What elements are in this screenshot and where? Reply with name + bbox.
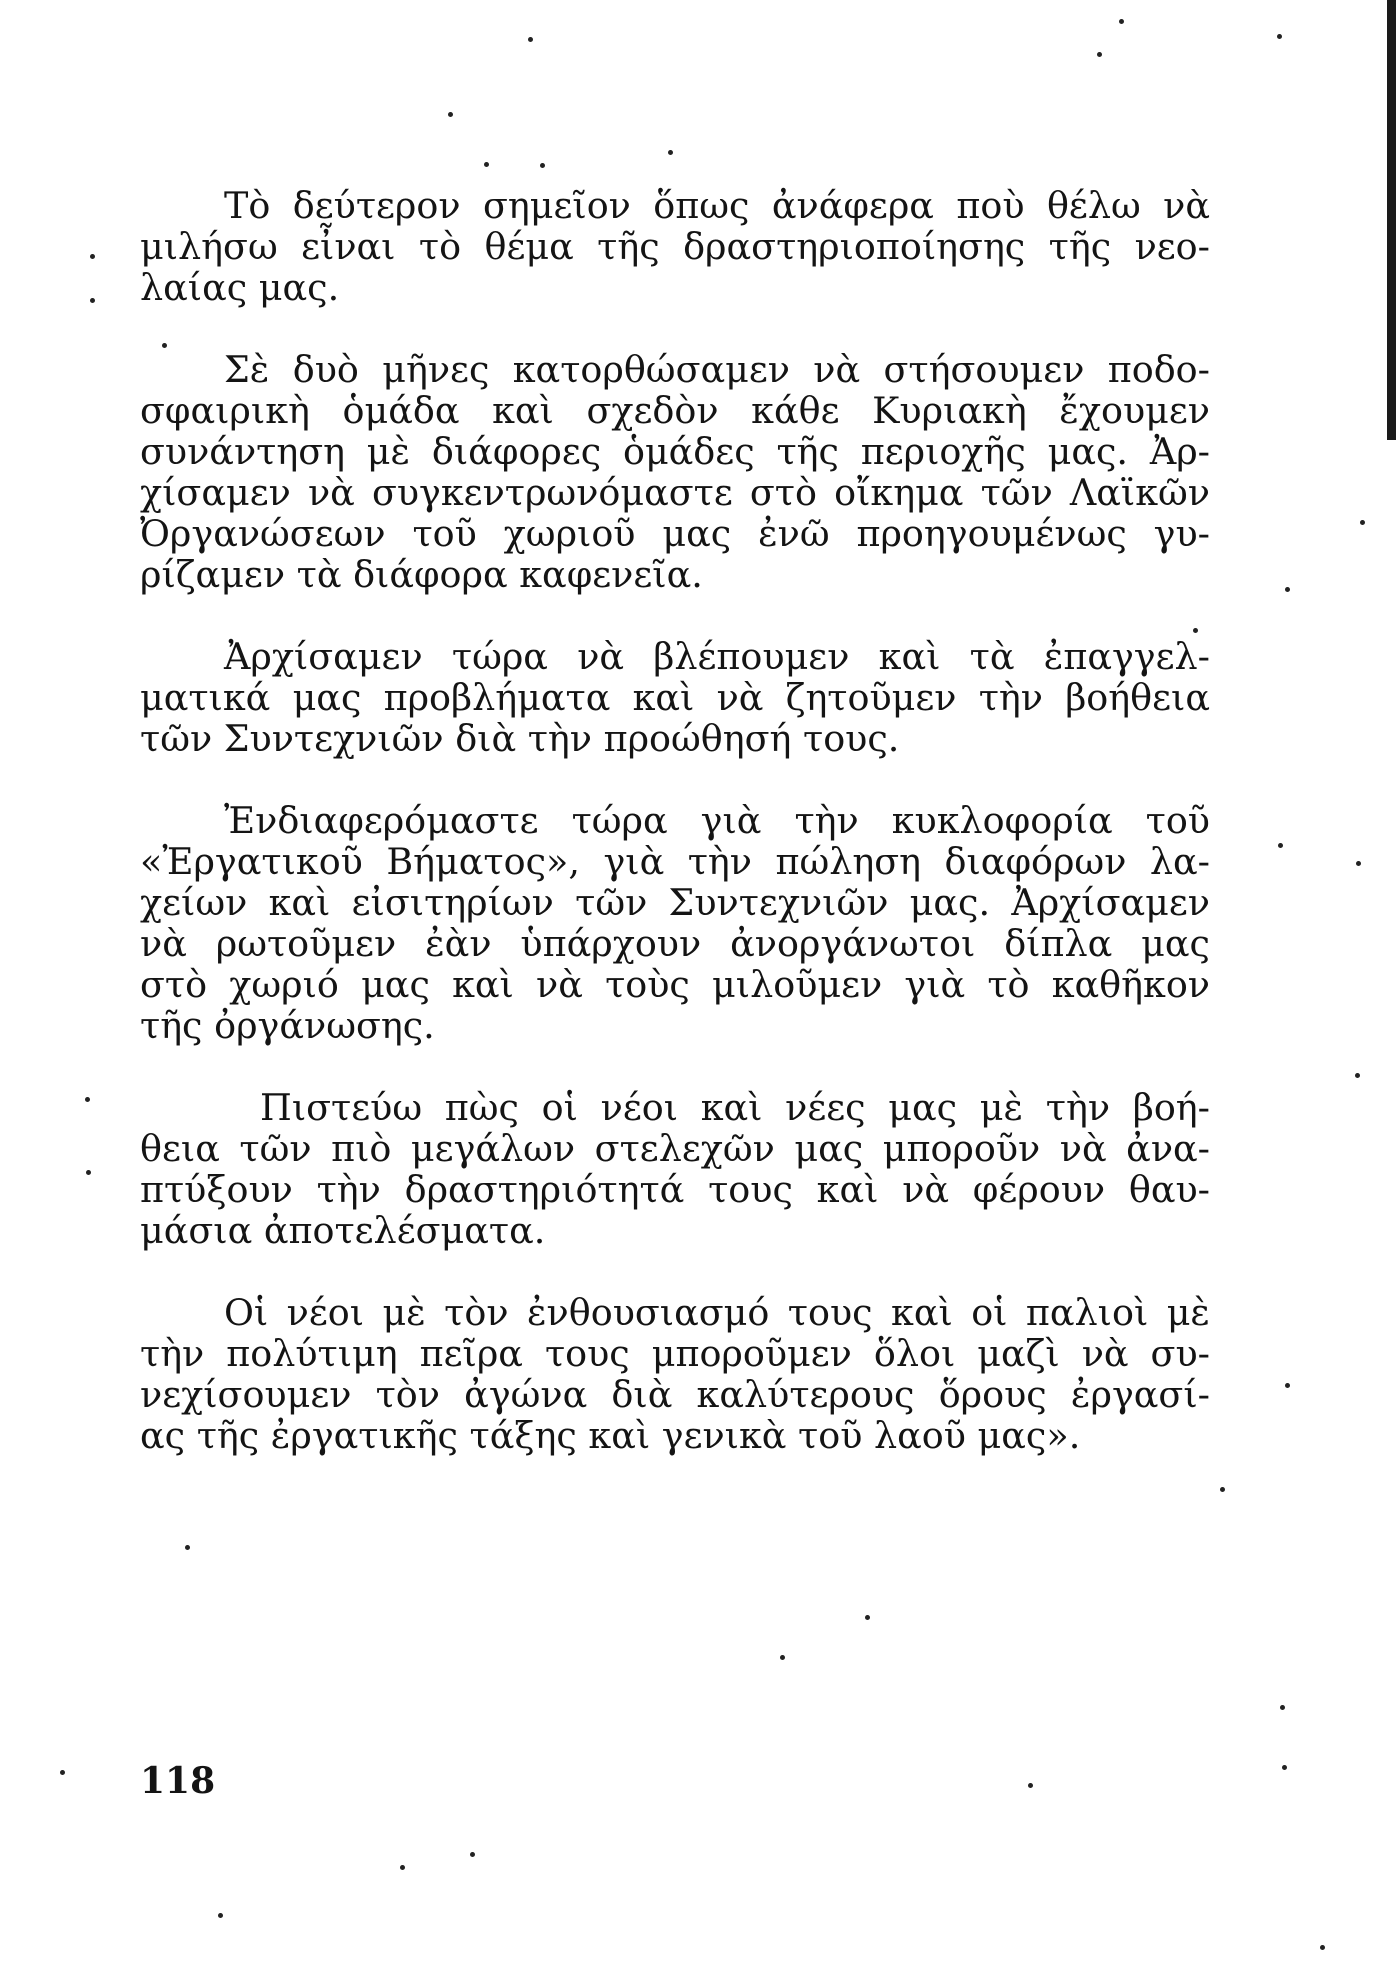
text-line: Τὸ δεύτερον σημεῖον ὅπως ἀνάφερα ποὺ θέλω νὰ bbox=[224, 184, 1210, 227]
scan-speck bbox=[1220, 1487, 1225, 1492]
scan-speck bbox=[1277, 34, 1282, 39]
scan-speck bbox=[1285, 587, 1290, 592]
scan-speck bbox=[1356, 861, 1361, 866]
paragraph-2 bbox=[140, 349, 1210, 595]
text-line: Ἐνδιαφερόμαστε τώρα γιὰ τὴν κυκλοφορία τοῦ bbox=[224, 799, 1210, 842]
scan-speck bbox=[1282, 1765, 1287, 1770]
scan-speck bbox=[540, 163, 545, 168]
text-line: τῆς ὀργάνωσης. bbox=[140, 1004, 435, 1047]
scan-speck bbox=[86, 1170, 91, 1175]
scan-speck bbox=[448, 112, 453, 117]
text-line: τὴν πολύτιμη πεῖρα τους μποροῦμεν ὅλοι μαζὶ νὰ συ- bbox=[140, 1332, 1210, 1375]
text-line: Οἱ νέοι μὲ τὸν ἐνθουσιασμό τους καὶ οἱ παλιοὶ μὲ bbox=[224, 1291, 1210, 1334]
scan-speck bbox=[90, 298, 95, 303]
text-line: στὸ χωριό μας καὶ νὰ τοὺς μιλοῦμεν γιὰ τὸ καθῆκον bbox=[140, 963, 1210, 1006]
page-number: 118 bbox=[140, 1760, 216, 1802]
text-line: χείων καὶ εἰσιτηρίων τῶν Συντεχνιῶν μας. Ἀρχίσαμεν bbox=[140, 881, 1210, 924]
text-line: νεχίσουμεν τὸν ἀγώνα διὰ καλύτερους ὅρους ἐργασί- bbox=[140, 1373, 1210, 1416]
scan-speck bbox=[865, 1615, 870, 1620]
body-text bbox=[140, 185, 1210, 1456]
page-edge-shadow bbox=[1387, 0, 1396, 440]
text-line: ρίζαμεν τὰ διάφορα καφενεῖα. bbox=[140, 553, 703, 596]
text-line: συνάντηση μὲ διάφορες ὁμάδες τῆς περιοχῆς μας. Ἀρ- bbox=[140, 430, 1210, 473]
scan-speck bbox=[1097, 52, 1102, 57]
scan-speck bbox=[668, 150, 673, 155]
scan-speck bbox=[1119, 19, 1124, 24]
text-line: θεια τῶν πιὸ μεγάλων στελεχῶν μας μποροῦν νὰ ἀνα- bbox=[140, 1127, 1210, 1170]
paragraph-1 bbox=[140, 185, 1210, 308]
text-line: ας τῆς ἐργατικῆς τάξης καὶ γενικὰ τοῦ λαοῦ μας». bbox=[140, 1414, 1081, 1457]
scan-speck bbox=[90, 254, 95, 259]
scan-speck bbox=[60, 1770, 65, 1775]
text-line: σφαιρικὴ ὁμάδα καὶ σχεδὸν κάθε Κυριακὴ ἔχουμεν bbox=[140, 389, 1210, 432]
paragraph-5 bbox=[140, 1087, 1210, 1251]
scan-speck bbox=[528, 37, 533, 42]
text-line: λαίας μας. bbox=[140, 266, 340, 309]
text-line: χίσαμεν νὰ συγκεντρωνόμαστε στὸ οἴκημα τῶν Λαϊκῶν bbox=[140, 471, 1210, 514]
scan-speck bbox=[1193, 628, 1198, 633]
scan-speck bbox=[1285, 1383, 1290, 1388]
text-line: μάσια ἀποτελέσματα. bbox=[140, 1209, 546, 1252]
text-line: ματικά μας προβλήματα καὶ νὰ ζητοῦμεν τὴν βοήθεια bbox=[140, 676, 1210, 719]
scan-speck bbox=[470, 1852, 475, 1857]
text-line: Ἀρχίσαμεν τώρα νὰ βλέπουμεν καὶ τὰ ἐπαγγελ- bbox=[224, 635, 1210, 678]
text-line: πτύξουν τὴν δραστηριότητά τους καὶ νὰ φέρουν θαυ- bbox=[140, 1168, 1210, 1211]
paragraph-4 bbox=[140, 800, 1210, 1046]
scan-speck bbox=[1280, 1705, 1285, 1710]
text-line: Πιστεύω πὼς οἱ νέοι καὶ νέες μας μὲ τὴν βοή- bbox=[260, 1086, 1210, 1129]
scan-speck bbox=[1355, 1073, 1360, 1078]
text-line: Ὀργανώσεων τοῦ χωριοῦ μας ἐνῶ προηγουμένως γυ- bbox=[140, 512, 1210, 555]
scan-speck bbox=[1360, 520, 1365, 525]
paragraph-3 bbox=[140, 636, 1210, 759]
scan-speck bbox=[1278, 843, 1283, 848]
scan-speck bbox=[185, 1545, 190, 1550]
text-line: «Ἐργατικοῦ Βήματος», γιὰ τὴν πώληση διαφόρων λα- bbox=[140, 840, 1210, 883]
scan-speck bbox=[1028, 1783, 1033, 1788]
scan-speck bbox=[484, 162, 489, 167]
paragraph-6 bbox=[140, 1292, 1210, 1456]
scan-speck bbox=[780, 1655, 785, 1660]
scan-speck bbox=[85, 1097, 90, 1102]
text-line: μιλήσω εἶναι τὸ θέμα τῆς δραστηριοποίησης τῆς νεο- bbox=[140, 225, 1210, 268]
scan-speck bbox=[162, 343, 167, 348]
text-line: νὰ ρωτοῦμεν ἐὰν ὑπάρχουν ἀνοργάνωτοι δίπλα μας bbox=[140, 922, 1210, 965]
scan-speck bbox=[218, 1913, 223, 1918]
scan-speck bbox=[400, 1865, 405, 1870]
text-line: Σὲ δυὸ μῆνες κατορθώσαμεν νὰ στήσουμεν ποδο- bbox=[224, 348, 1210, 391]
text-line: τῶν Συντεχνιῶν διὰ τὴν προώθησή τους. bbox=[140, 717, 900, 760]
scan-speck bbox=[1320, 1945, 1325, 1950]
